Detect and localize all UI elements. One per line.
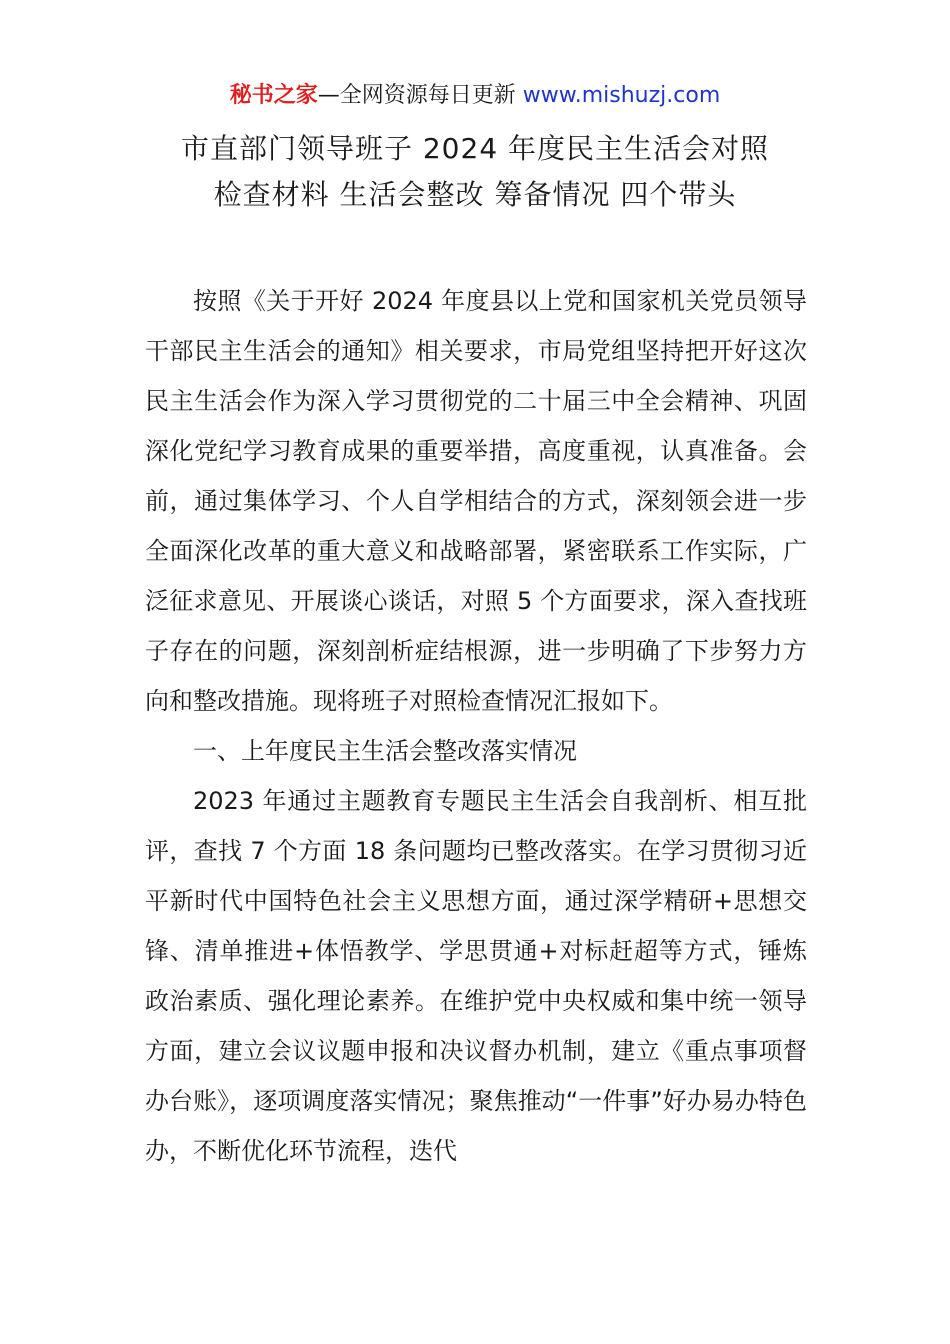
document-body [145, 276, 807, 1176]
site-name: 秘书之家 [229, 83, 318, 108]
body-paragraph-rectification: 2023 年通过主题教育专题民主生活会自我剖析、相互批评，查找 7 个方面 18 条问题均已整改落实。在学习贯彻习近平新时代中国特色社会主义思想方面，通过深学精研+思想交锋、清单推进+体悟教学、学思贯通+对标赶超等方式，锤炼政治素质、强化理论素养。在维护党中央权威和集中统一领导方面，建立会议议题申报和决议督办机制，建立《重点事项督办台账》，逐项调度落实情况；聚焦推动“一件事”好办易办特色办，不断优化环节流程，迭代 [145, 787, 807, 1165]
site-url-link[interactable]: www.mishuzj.com [522, 83, 721, 108]
title-line-2: 检查材料 生活会整改 筹备情况 四个带头 [213, 178, 737, 211]
body-paragraph-intro: 按照《关于开好 2024 年度县以上党和国家机关党员领导干部民主生活会的通知》相关要求，市局党组坚持把开好这次民主生活会作为深入学习贯彻党的二十届三中全会精神、巩固深化党纪学习教育成果的重要举措，高度重视，认真准备。会前，通过集体学习、个人自学相结合的方式，深刻领会进一步全面深化改革的重大意义和战略部署，紧密联系工作实际，广泛征求意见、开展谈心谈话，对照 5 个方面要求，深入查找班子存在的问题，深刻剖析症结根源，进一步明确了下步努力方向和整改措施。现将班子对照检查情况汇报如下。 [145, 287, 807, 715]
site-header [0, 80, 950, 112]
section-heading: 一、上年度民主生活会整改落实情况 [193, 737, 577, 765]
site-tagline: —全网资源每日更新 [317, 83, 523, 108]
title-line-1: 市直部门领导班子 2024 年度民主生活会对照 [180, 132, 770, 165]
document-title [0, 126, 950, 218]
